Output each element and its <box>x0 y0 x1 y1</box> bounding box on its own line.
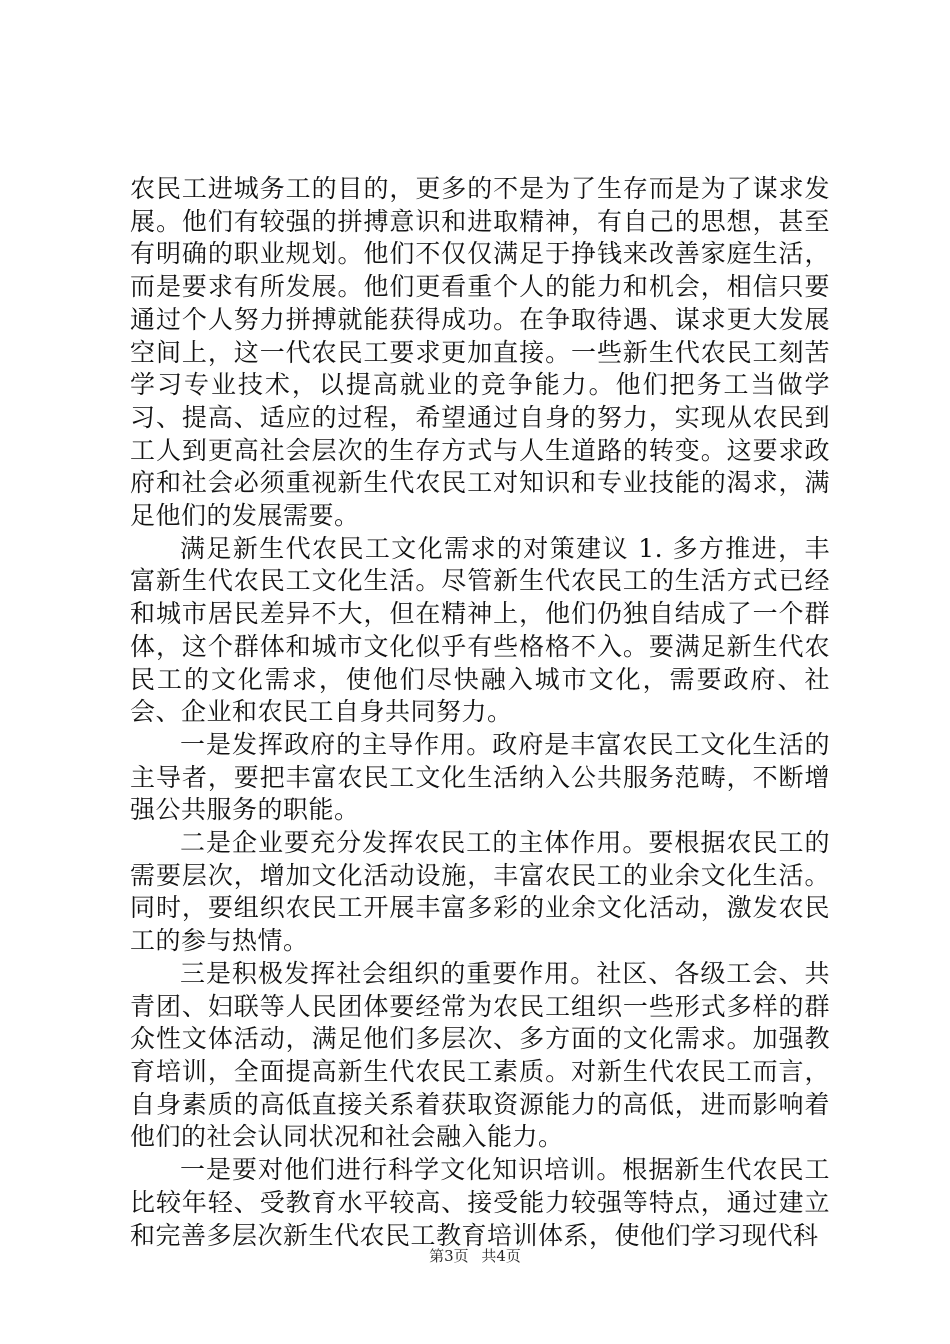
document-body <box>130 173 830 1252</box>
paragraph-1: 农民工进城务工的目的，更多的不是为了生存而是为了谋求发展。他们有较强的拼搏意识和进取精神，有自己的思想，甚至有明确的职业规划。他们不仅仅满足于挣钱来改善家庭生活，而是要求有所发展。他们更看重个人的能力和机会，相信只要通过个人努力拼搏就能获得成功。在争取待遇、谋求更大发展空间上，这一代农民工要求更加直接。一些新生代农民工刻苦学习专业技术，以提高就业的竞争能力。他们把务工当做学习、提高、适应的过程，希望通过自身的努力，实现从农民到工人到更高社会层次的生存方式与人生道路的转变。这要求政府和社会必须重视新生代农民工对知识和专业技能的渴求，满足他们的发展需要。 <box>130 174 830 531</box>
paragraph-3: 一是发挥政府的主导作用。政府是丰富农民工文化生活的主导者，要把丰富农民工文化生活纳入公共服务范畴，不断增强公共服务的职能。 <box>130 729 830 825</box>
paragraph-2: 满足新生代农民工文化需求的对策建议 1. 多方推进，丰富新生代农民工文化生活。尽管新生代农民工的生活方式已经和城市居民差异不大，但在精神上，他们仍独自结成了一个群体，这个群体和城市文化似乎有些格格不入。要满足新生代农民工的文化需求，使他们尽快融入城市文化，需要政府、社会、企业和农民工自身共同努力。 <box>130 533 830 727</box>
page-footer <box>0 1245 950 1266</box>
paragraph-6: 一是要对他们进行科学文化知识培训。根据新生代农民工比较年轻、受教育水平较高、接受能力较强等特点，通过建立和完善多层次新生代农民工教育培训体系，使他们学习现代科 <box>130 1155 830 1250</box>
paragraph-5: 三是积极发挥社会组织的重要作用。社区、各级工会、共青团、妇联等人民团体要经常为农民工组织一些形式多样的群众性文体活动，满足他们多层次、多方面的文化需求。加强教育培训，全面提高新生代农民工素质。对新生代农民工而言，自身素质的高低直接关系着获取资源能力的高低，进而影响着他们的社会认同状况和社会融入能力。 <box>130 958 830 1152</box>
page-number: 第3页 <box>429 1247 469 1265</box>
paragraph-4: 二是企业要充分发挥农民工的主体作用。要根据农民工的需要层次，增加文化活动设施，丰富农民工的业余文化生活。同时，要组织农民工开展丰富多彩的业余文化活动，激发农民工的参与热情。 <box>130 828 830 956</box>
page-total: 共4页 <box>481 1247 521 1265</box>
